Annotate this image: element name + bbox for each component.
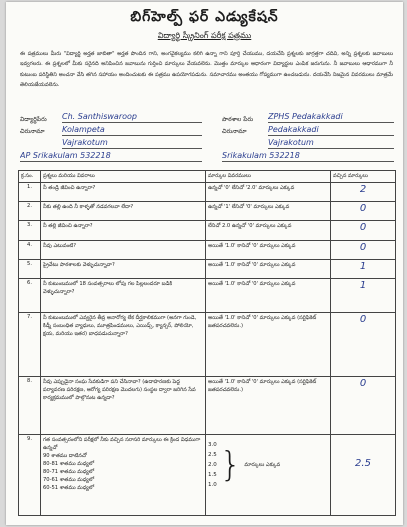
page-subtitle: విద్యార్థి స్క్రీనింగ్ పరీక్ష పత్రము [157, 31, 252, 40]
row-criteria: అయితే '1.0' కానిచో '0' మార్కులు ఎక్కువ [206, 279, 331, 313]
table-row [19, 240, 396, 259]
row-criteria: ఉన్నచో '0' లేనిచో '2.0' మార్కులు ఎక్కువ [206, 183, 331, 202]
row-mark-cell[interactable] [331, 279, 396, 313]
row-criteria: లేనిచో 2.0 ఉన్నచో '0' మార్కులు ఎక్కువ [206, 221, 331, 240]
address-line-2[interactable]: Vajrakotum [62, 137, 202, 149]
row-criteria: మార్కులు ఎక్కువ [244, 462, 281, 469]
row-mark-cell[interactable] [331, 202, 396, 221]
row-mark: 0 [359, 203, 367, 215]
page-title: బిగ్‌హెల్ప్ ఫర్ ఎడ్యుకేషన్ [130, 9, 279, 25]
instructions-paragraph: ఈ పత్రములు మీరు "విద్యార్థి అర్హత జాబితా" అర్హత పొందిన గాని, అంగవైకల్యము కలిగి ఉన్నా గాని పూర్తి చేయుము, దయచేసి ప్రశ్నలకు జాగ్రత్తగా చదివి, అన్ని ప్రశ్నలకు జవాబులు ఇవ్వగలరు. ఈ ప్రశ్నలలో మీకు సరైనది అనిపించిన జవాబును గుర్తించి మార్కులు వేయవలెను. మొత్తం మార్కుల ఆధారంగా విద్యార్థుల ఎంపిక జరుగును. నీ జవాబులు ఆధారముగా నీ కుటుంబ పరిస్థితిని అంచనా వేసి తగిన సహాయం అందించుటకు ఈ పత్రము ఉపయోగపడును. సమాచారము అంతయు గోప్యముగా ఉంచబడును. దయచేసి నిజమైన వివరములు మాత్రమే తెలియజేయవలెను. [20, 51, 393, 88]
grade-line: 80-81 శాతము మధ్యలో [43, 461, 95, 468]
scale-value: 3.0 [208, 442, 217, 449]
table-header-row [19, 171, 396, 183]
school-address-line-1[interactable]: Pedakakkadi [268, 124, 394, 136]
row-mark: 0 [359, 241, 367, 253]
school-address-label: చిరునామా [222, 128, 247, 135]
row-criteria: అయితే '1.0' కానిచో '0' మార్కులు ఎక్కువ (సర్టిఫికెట్ జతపరచవలెను.) [206, 377, 331, 435]
school-name-field[interactable]: ZPHS Pedakakkadi [268, 111, 394, 123]
school-address-line-3[interactable]: Srikakulam 532218 [222, 150, 394, 162]
row-criteria-scale [206, 435, 331, 516]
row-question: నీ తండ్రి జీవించి ఉన్నారా? [41, 183, 206, 202]
row-number: 1. [19, 183, 41, 202]
row-mark-cell[interactable] [331, 221, 396, 240]
header-marks: వచ్చిన మార్కులు [331, 171, 396, 183]
row-question-grades [41, 435, 206, 516]
row-criteria: అయితే '1.0' కానిచో '0' మార్కులు ఎక్కువ [206, 259, 331, 278]
row-criteria: అయితే '1.0' కానిచో '0' మార్కులు ఎక్కువ (సర్టిఫికెట్ జతపరచవలెను.) [206, 313, 331, 377]
grade-line: 90 శాతము దాటినచో [43, 453, 87, 460]
row-number: 9. [19, 435, 41, 516]
school-address-line-2[interactable]: Vajrakotum [268, 137, 394, 149]
scale-values [208, 442, 217, 488]
row-question: నీవు ఎప్పుడైనా సంఘ సేవకుడిగా పని చేసినావా? (ఉదాహరణకు పెద్ద పర్యావరణ పరిరక్షణ, ఆరోగ్య పరిరక్షణ మొదలగు) సంస్థల ద్వారా జరిగిన సేవ కార్యక్రమములో పాల్గొనుట ఉన్నదా? [41, 377, 206, 435]
header-serial-number: క్ర.సం. [19, 171, 41, 183]
table-row [19, 183, 396, 202]
row-question: ప్రైవేటు పాఠశాలకు వెళ్ళుచున్నావా? [41, 259, 206, 278]
brace-icon: } [219, 445, 242, 486]
scale-value: 1.0 [208, 482, 217, 489]
row-mark-cell[interactable] [331, 259, 396, 278]
address-line-1[interactable]: Kolampeta [62, 124, 202, 136]
row-mark-cell[interactable] [331, 313, 396, 377]
table-row [19, 221, 396, 240]
header-question: ప్రశ్నలు మరియు వివరాలు [41, 171, 206, 183]
scale-value: 2.5 [208, 452, 217, 459]
row-number: 2. [19, 202, 41, 221]
row-mark: 0 [359, 314, 367, 326]
row-number: 8. [19, 377, 41, 435]
scale-value: 2.0 [208, 462, 217, 469]
row-question: నీ కుటుంబములో ఎవ్వరైన తీవ్ర అనారోగ్య లేక దీర్ఘకాలికముగా (అనగా గుండె, కిడ్నీ సంబంధిత వ్యాధులు, మూత్రపిండములు, ఎయిడ్స్, క్యాన్సర్, పోలియో, క్షయ, మరియు ఇతర) బాధపడుచున్నారా? [41, 313, 206, 377]
address-line-3[interactable]: AP Srikakulam 532218 [20, 150, 202, 162]
row-criteria: ఉన్నచో '1' లేనిచో '0' మార్కులు ఎక్కువ [206, 202, 331, 221]
row-question: నీవు ఎటువంటి? [41, 240, 206, 259]
header-criteria: మార్కుల వివరములు [206, 171, 331, 183]
row-number: 7. [19, 313, 41, 377]
row-mark: 2.5 [355, 458, 371, 470]
row-mark: 1 [359, 280, 367, 292]
grade-line: 60-51 శాతము మధ్యలో [43, 485, 95, 492]
row-mark-cell[interactable] [331, 435, 396, 516]
grade-line: 70-61 శాతము మధ్యలో [43, 477, 95, 484]
row-question: నీ తల్లి జీవించి ఉన్నారా? [41, 221, 206, 240]
row-mark-cell[interactable] [331, 377, 396, 435]
table-row [19, 313, 396, 377]
table-row [19, 435, 396, 516]
row-number: 4. [19, 240, 41, 259]
row-question: నీ కుటుంబములో 18 సంవత్సరాలు లోపు గల పిల్లలందరూ బడికి వెళ్ళుచున్నారా? [41, 279, 206, 313]
screening-questions-table [18, 170, 396, 516]
table-row [19, 279, 396, 313]
scale-value: 1.5 [208, 472, 217, 479]
row-mark-cell[interactable] [331, 183, 396, 202]
row-mark: 0 [359, 378, 367, 390]
table-row [19, 377, 396, 435]
row-number: 5. [19, 259, 41, 278]
row-number: 3. [19, 221, 41, 240]
grade-line: 80-71 శాతము మధ్యలో [43, 469, 95, 476]
row-mark: 0 [359, 222, 367, 234]
row-mark: 2 [359, 184, 367, 195]
row-question: గత సంవత్సరంలోని పరీక్షలో నీకు వచ్చిన సరాసరి మార్కులు ఈ క్రింద విధముగా ఉన్నచో [43, 437, 201, 452]
table-row [19, 202, 396, 221]
student-name-field[interactable]: Ch. Santhiswaroop [62, 111, 202, 123]
row-mark: 1 [359, 260, 367, 272]
table-row [19, 259, 396, 278]
address-label: చిరునామా [20, 128, 45, 135]
row-mark-cell[interactable] [331, 240, 396, 259]
screening-form [6, 2, 403, 525]
school-name-label: పాఠశాల పేరు [222, 116, 254, 123]
student-name-label: విద్యార్థిపేరు [20, 116, 47, 123]
row-number: 6. [19, 279, 41, 313]
row-criteria: అయితే '1.0' కానిచో '0' మార్కులు ఎక్కువ [206, 240, 331, 259]
row-question: నీకు తల్లి ఉంది నీ కాళ్ళతో నడవగలవా లేదా? [41, 202, 206, 221]
